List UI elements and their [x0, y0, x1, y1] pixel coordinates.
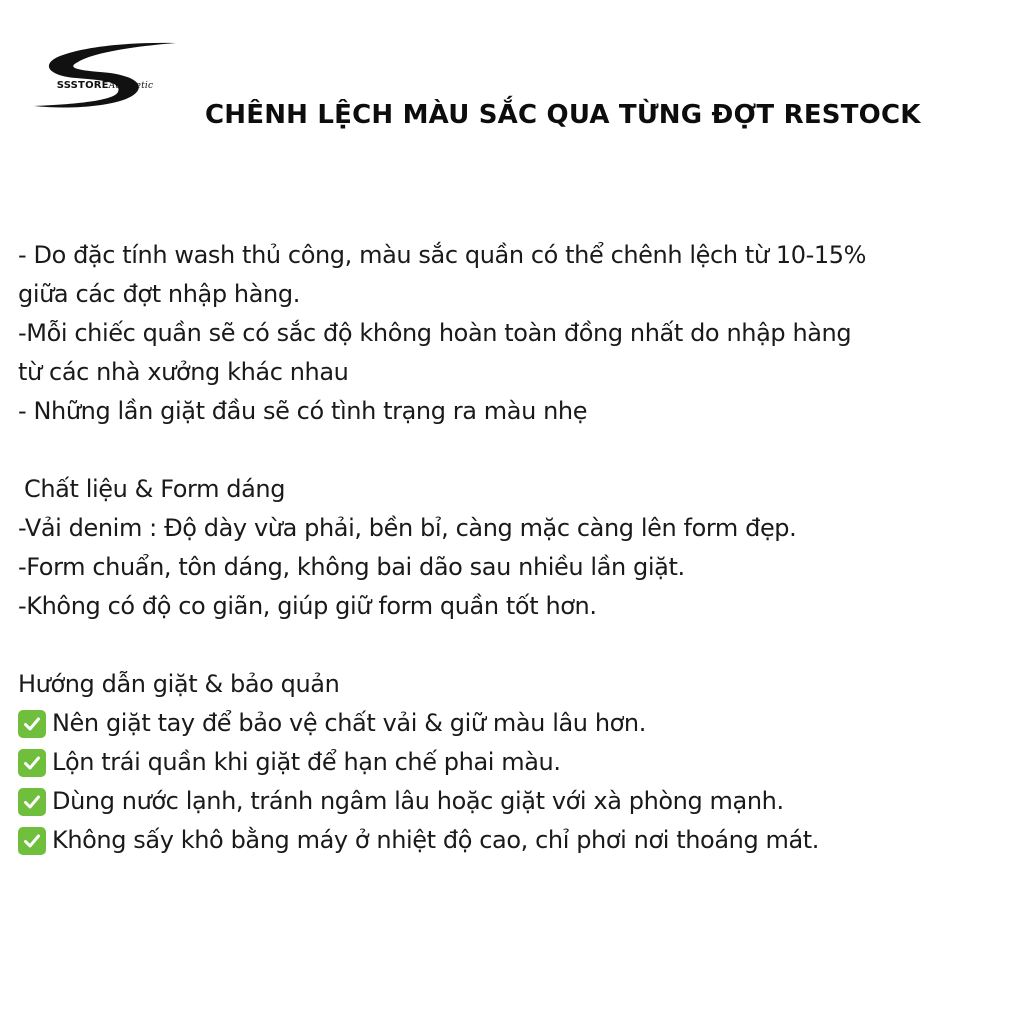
- swoosh-s-logo-icon: [30, 40, 180, 118]
- material-line: -Vải denim : Độ dày vừa phải, bền bỉ, càng mặc càng lên form đẹp.: [18, 514, 797, 542]
- color-line: -Mỗi chiếc quần sẽ có sắc độ không hoàn toàn đồng nhất do nhập hàng: [18, 319, 852, 347]
- color-line: giữa các đợt nhập hàng.: [18, 280, 300, 308]
- section-spacer: [18, 626, 1008, 665]
- check-mark-button-icon: [18, 749, 46, 777]
- check-mark-button-icon: [18, 788, 46, 816]
- care-item-text: Không sấy khô bằng máy ở nhiệt độ cao, chỉ phơi nơi thoáng mát.: [52, 826, 820, 854]
- material-heading: Chất liệu & Form dáng: [24, 475, 286, 503]
- care-item: [18, 821, 1008, 860]
- page-title: CHÊNH LỆCH MÀU SẮC QUA TỪNG ĐỢT RESTOCK: [205, 100, 921, 130]
- color-line: - Do đặc tính wash thủ công, màu sắc quần có thể chênh lệch từ 10-15%: [18, 241, 867, 269]
- content-body: [18, 236, 1008, 860]
- care-item-text: Lộn trái quần khi giặt để hạn chế phai màu.: [52, 748, 561, 776]
- material-line: -Không có độ co giãn, giúp giữ form quần tốt hơn.: [18, 592, 597, 620]
- check-mark-button-icon: [18, 827, 46, 855]
- logo-brand: SSSTORE: [56, 80, 109, 91]
- care-item-text: Dùng nước lạnh, tránh ngâm lâu hoặc giặt với xà phòng mạnh.: [52, 787, 784, 815]
- logo-wordmark: [30, 80, 180, 91]
- care-item: [18, 704, 1008, 743]
- logo-tagline: Aesthetic: [108, 81, 154, 91]
- color-line: từ các nhà xưởng khác nhau: [18, 358, 349, 386]
- check-mark-button-icon: [18, 710, 46, 738]
- care-item: [18, 743, 1008, 782]
- section-spacer: [18, 431, 1008, 470]
- color-line: - Những lần giặt đầu sẽ có tình trạng ra màu nhẹ: [18, 397, 588, 425]
- care-item-text: Nên giặt tay để bảo vệ chất vải & giữ màu lâu hơn.: [52, 709, 646, 737]
- care-heading: Hướng dẫn giặt & bảo quản: [18, 670, 340, 698]
- material-line: -Form chuẩn, tôn dáng, không bai dão sau nhiều lần giặt.: [18, 553, 685, 581]
- care-item: [18, 782, 1008, 821]
